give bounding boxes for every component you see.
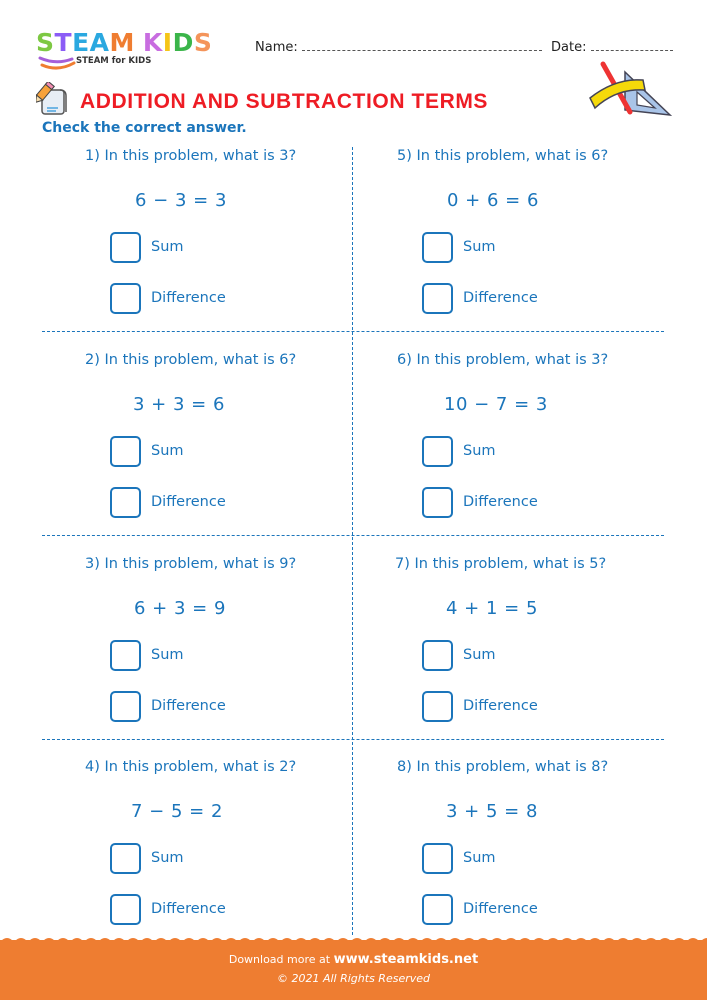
checkbox[interactable] [110, 436, 141, 467]
checkbox[interactable] [110, 691, 141, 722]
option-label: Difference [463, 901, 538, 917]
checkbox[interactable] [422, 691, 453, 722]
pencil-paper-icon [36, 82, 72, 118]
option-difference[interactable] [422, 487, 538, 517]
option-sum[interactable] [422, 640, 496, 670]
checkbox[interactable] [422, 640, 453, 671]
date-field[interactable] [551, 40, 673, 55]
option-label: Sum [463, 647, 496, 663]
option-label: Sum [151, 850, 184, 866]
checkbox[interactable] [422, 843, 453, 874]
download-line [0, 952, 707, 967]
ruler-pencil-triangle-icon [585, 60, 675, 120]
equation: 3 + 5 = 8 [446, 801, 538, 822]
option-label: Sum [463, 443, 496, 459]
date-line[interactable] [591, 41, 673, 51]
option-sum[interactable] [110, 436, 184, 466]
option-sum[interactable] [110, 232, 184, 262]
option-label: Difference [151, 494, 226, 510]
problem-5 [397, 148, 697, 338]
question-text: 3) In this problem, what is 9? [85, 556, 297, 572]
equation: 3 + 3 = 6 [133, 394, 225, 415]
copyright: © 2021 All Rights Reserved [276, 972, 430, 985]
question-text: 2) In this problem, what is 6? [85, 352, 297, 368]
scalloped-edge [0, 934, 707, 942]
option-label: Difference [463, 698, 538, 714]
problem-3 [85, 556, 385, 746]
question-text: 6) In this problem, what is 3? [397, 352, 609, 368]
logo-letter: A [89, 28, 110, 57]
question-text: 1) In this problem, what is 3? [85, 148, 297, 164]
question-text: 8) In this problem, what is 8? [397, 759, 609, 775]
checkbox[interactable] [110, 843, 141, 874]
option-difference[interactable] [110, 487, 226, 517]
option-sum[interactable] [422, 843, 496, 873]
option-label: Difference [151, 290, 226, 306]
logo-letter: I [162, 28, 173, 57]
option-label: Difference [463, 290, 538, 306]
question-text: 4) In this problem, what is 2? [85, 759, 297, 775]
option-difference[interactable] [422, 691, 538, 721]
date-label: Date: [551, 40, 587, 55]
option-label: Difference [151, 698, 226, 714]
equation: 6 − 3 = 3 [135, 190, 227, 211]
option-label: Difference [463, 494, 538, 510]
checkbox[interactable] [110, 487, 141, 518]
logo-letter: E [72, 28, 90, 57]
option-label: Sum [151, 647, 184, 663]
option-sum[interactable] [422, 232, 496, 262]
logo-subtitle: STEAM for KIDS [76, 56, 152, 66]
site-link[interactable]: www.steamkids.net [333, 952, 479, 967]
equation: 7 − 5 = 2 [131, 801, 223, 822]
option-label: Difference [151, 901, 226, 917]
problem-8 [397, 759, 697, 949]
logo-letter: M [109, 28, 135, 57]
option-difference[interactable] [110, 283, 226, 313]
logo-swoosh-icon [38, 55, 78, 73]
equation: 4 + 1 = 5 [446, 598, 538, 619]
problem-6 [397, 352, 697, 542]
option-label: Sum [463, 850, 496, 866]
option-label: Sum [463, 239, 496, 255]
name-field[interactable] [255, 40, 542, 55]
checkbox[interactable] [422, 894, 453, 925]
option-label: Sum [151, 239, 184, 255]
equation: 6 + 3 = 9 [134, 598, 226, 619]
checkbox[interactable] [110, 232, 141, 263]
option-sum[interactable] [110, 843, 184, 873]
option-difference[interactable] [422, 283, 538, 313]
option-difference[interactable] [110, 894, 226, 924]
option-sum[interactable] [422, 436, 496, 466]
logo-wordmark [36, 30, 236, 56]
logo-letter: S [193, 28, 213, 57]
problem-1 [85, 148, 385, 338]
name-label: Name: [255, 40, 298, 55]
problem-2 [85, 352, 385, 542]
instruction-text: Check the correct answer. [42, 120, 247, 136]
logo-letter: T [54, 28, 73, 57]
option-label: Sum [151, 443, 184, 459]
download-prefix: Download more at [228, 953, 334, 966]
checkbox[interactable] [422, 232, 453, 263]
checkbox[interactable] [110, 640, 141, 671]
name-line[interactable] [302, 41, 542, 51]
question-text: 7) In this problem, what is 5? [395, 556, 607, 572]
problem-7 [395, 556, 695, 746]
problem-4 [85, 759, 385, 949]
option-difference[interactable] [110, 691, 226, 721]
option-difference[interactable] [422, 894, 538, 924]
checkbox[interactable] [422, 436, 453, 467]
checkbox[interactable] [422, 487, 453, 518]
footer [0, 940, 707, 1000]
checkbox[interactable] [110, 283, 141, 314]
logo-letter: K [142, 28, 163, 57]
checkbox[interactable] [110, 894, 141, 925]
equation: 10 − 7 = 3 [444, 394, 548, 415]
logo-letter: D [172, 28, 194, 57]
question-text: 5) In this problem, what is 6? [397, 148, 609, 164]
option-sum[interactable] [110, 640, 184, 670]
worksheet-title: ADDITION AND SUBTRACTION TERMS [80, 90, 489, 113]
steam-kids-logo [36, 30, 236, 74]
checkbox[interactable] [422, 283, 453, 314]
equation: 0 + 6 = 6 [447, 190, 539, 211]
logo-letter: S [36, 28, 55, 57]
